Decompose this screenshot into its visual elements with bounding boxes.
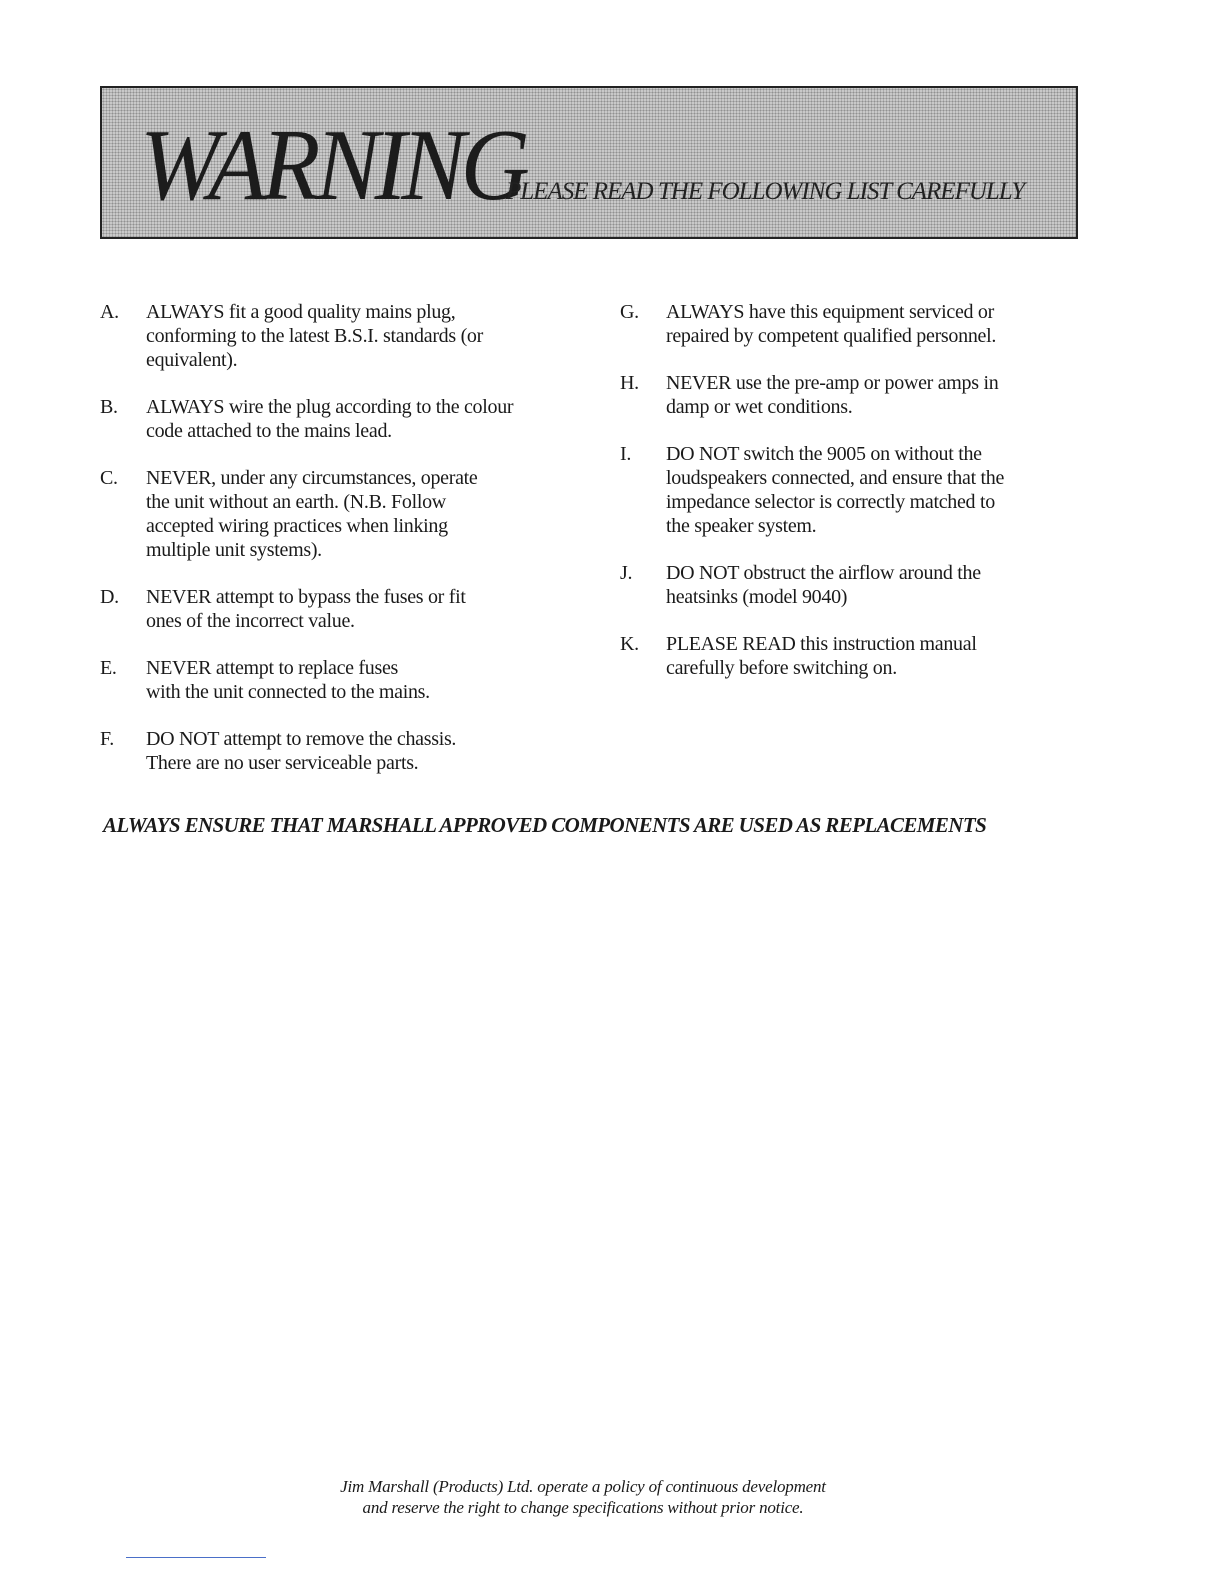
- item-text: DO NOT attempt to remove the chassis. There are no user serviceable parts.: [146, 728, 457, 774]
- replacement-notice: ALWAYS ENSURE THAT MARSHALL APPROVED COMPONENTS ARE USED AS REPLACEMENTS: [103, 813, 987, 837]
- list-item: [620, 300, 1090, 348]
- item-letter: G.: [620, 301, 639, 323]
- list-item: [620, 442, 1090, 538]
- item-text: NEVER use the pre-amp or power amps in damp or wet conditions.: [666, 372, 999, 418]
- list-item: [620, 561, 1090, 609]
- item-letter: E.: [100, 657, 117, 679]
- left-warning-list: [100, 300, 570, 798]
- item-text: ALWAYS have this equipment serviced or repaired by competent qualified personnel.: [666, 301, 997, 347]
- item-text: ALWAYS fit a good quality mains plug, conforming to the latest B.S.I. standards (or equivalent).: [146, 301, 483, 371]
- footer-divider: [126, 1557, 266, 1558]
- item-letter: H.: [620, 372, 639, 394]
- footer-line: and reserve the right to change specifications without prior notice.: [362, 1498, 804, 1517]
- list-item: [100, 466, 570, 562]
- list-item: [100, 656, 570, 704]
- item-text: NEVER attempt to bypass the fuses or fit ones of the incorrect value.: [146, 586, 466, 632]
- footer-line: Jim Marshall (Products) Ltd. operate a policy of continuous development: [340, 1477, 826, 1496]
- item-letter: C.: [100, 467, 118, 489]
- list-item: [620, 632, 1090, 680]
- item-letter: F.: [100, 728, 114, 750]
- banner-title: WARNING: [140, 107, 525, 222]
- banner-subtitle: PLEASE READ THE FOLLOWING LIST CAREFULLY: [506, 178, 1025, 205]
- item-letter: A.: [100, 301, 119, 323]
- list-item: [100, 395, 570, 443]
- item-letter: K.: [620, 633, 639, 655]
- list-item: [100, 585, 570, 633]
- warning-banner: [100, 86, 1078, 239]
- list-item: [620, 371, 1090, 419]
- item-text: DO NOT switch the 9005 on without the loudspeakers connected, and ensure that the impedance selector is correctly matched to the speaker system.: [666, 443, 1005, 537]
- item-text: DO NOT obstruct the airflow around the heatsinks (model 9040): [666, 562, 981, 608]
- item-text: ALWAYS wire the plug according to the colour code attached to the mains lead.: [146, 396, 514, 442]
- footer-disclaimer: [200, 1476, 966, 1518]
- item-text: NEVER, under any circumstances, operate the unit without an earth. (N.B. Follow accepted wiring practices when linking multiple unit systems).: [146, 467, 478, 561]
- item-text: NEVER attempt to replace fuses with the unit connected to the mains.: [146, 657, 430, 703]
- list-item: [100, 300, 570, 372]
- item-letter: I.: [620, 443, 632, 465]
- item-letter: J.: [620, 562, 633, 584]
- list-item: [100, 727, 570, 775]
- item-letter: B.: [100, 396, 118, 418]
- item-letter: D.: [100, 586, 119, 608]
- item-text: PLEASE READ this instruction manual carefully before switching on.: [666, 633, 977, 679]
- right-warning-list: [620, 300, 1090, 703]
